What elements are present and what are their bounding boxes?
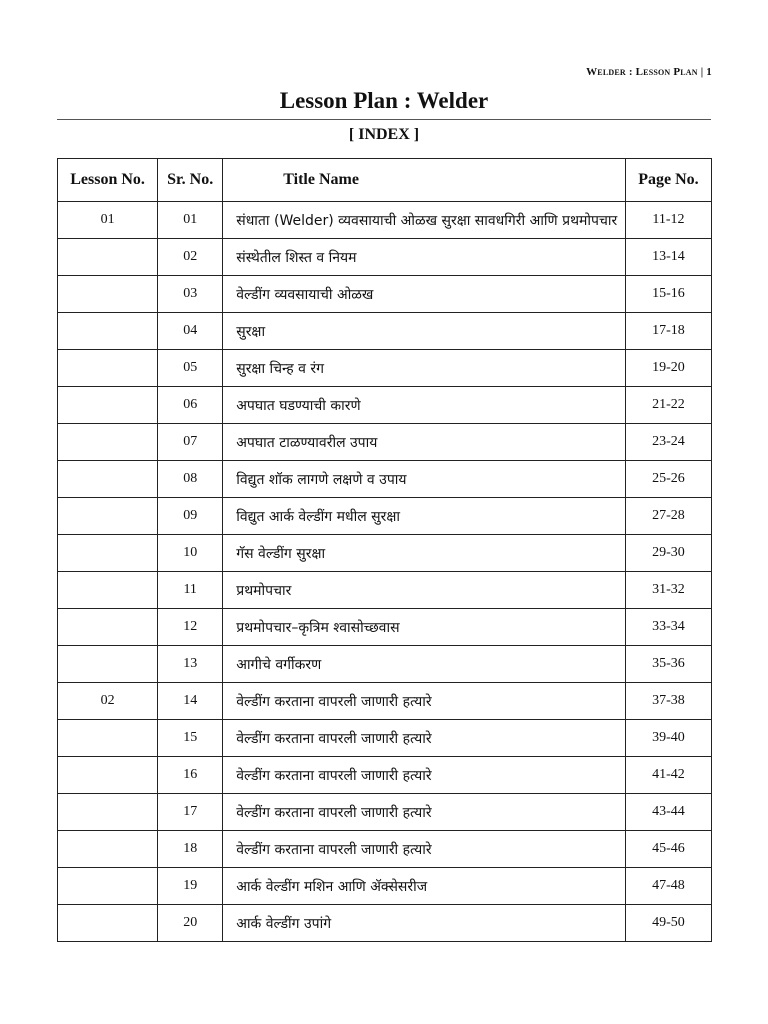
cell-title-name: सुरक्षा चिन्ह व रंग [223, 350, 626, 387]
cell-title-name: विद्युत आर्क वेल्डींग मधील सुरक्षा [223, 498, 626, 535]
cell-sr-no: 08 [158, 461, 223, 498]
cell-sr-no: 11 [158, 572, 223, 609]
table-row [58, 239, 712, 276]
cell-page-no: 17-18 [625, 313, 711, 350]
table-header-row [58, 159, 712, 202]
table-row [58, 868, 712, 905]
cell-title-name: सुरक्षा [223, 313, 626, 350]
cell-sr-no: 20 [158, 905, 223, 942]
table-row [58, 313, 712, 350]
cell-title-name: प्रथमोपचार–कृत्रिम श्वासोच्छवास [223, 609, 626, 646]
cell-lesson-no [58, 757, 158, 794]
cell-page-no: 37-38 [625, 683, 711, 720]
table-row [58, 202, 712, 239]
cell-sr-no: 12 [158, 609, 223, 646]
cell-lesson-no [58, 461, 158, 498]
column-header-lesson-no: Lesson No. [58, 159, 158, 202]
cell-sr-no: 09 [158, 498, 223, 535]
cell-sr-no: 15 [158, 720, 223, 757]
table-row [58, 905, 712, 942]
cell-title-name: प्रथमोपचार [223, 572, 626, 609]
table-row [58, 498, 712, 535]
index-label: [ INDEX ] [348, 126, 420, 143]
cell-sr-no: 10 [158, 535, 223, 572]
table-row [58, 461, 712, 498]
cell-page-no: 21-22 [625, 387, 711, 424]
cell-page-no: 27-28 [625, 498, 711, 535]
table-row [58, 276, 712, 313]
cell-page-no: 29-30 [625, 535, 711, 572]
table-row [58, 794, 712, 831]
cell-lesson-no [58, 424, 158, 461]
cell-sr-no: 17 [158, 794, 223, 831]
cell-page-no: 41-42 [625, 757, 711, 794]
cell-page-no: 15-16 [625, 276, 711, 313]
cell-title-name: संस्थेतील शिस्त व नियम [223, 239, 626, 276]
cell-page-no: 31-32 [625, 572, 711, 609]
cell-sr-no: 13 [158, 646, 223, 683]
cell-page-no: 19-20 [625, 350, 711, 387]
cell-sr-no: 07 [158, 424, 223, 461]
cell-lesson-no [58, 239, 158, 276]
cell-lesson-no [58, 276, 158, 313]
column-header-page-no: Page No. [625, 159, 711, 202]
column-header-title-name: Title Name [223, 159, 626, 202]
cell-title-name: वेल्डींग व्यवसायाची ओळख [223, 276, 626, 313]
cell-title-name: वेल्डींग करताना वापरली जाणारी हत्यारे [223, 683, 626, 720]
cell-page-no: 39-40 [625, 720, 711, 757]
cell-sr-no: 04 [158, 313, 223, 350]
cell-lesson-no [58, 387, 158, 424]
cell-lesson-no [58, 831, 158, 868]
cell-page-no: 23-24 [625, 424, 711, 461]
cell-sr-no: 19 [158, 868, 223, 905]
table-row [58, 350, 712, 387]
cell-title-name: वेल्डींग करताना वापरली जाणारी हत्यारे [223, 757, 626, 794]
cell-lesson-no [58, 646, 158, 683]
table-row [58, 535, 712, 572]
cell-title-name: विद्युत शॉक लागणे लक्षणे व उपाय [223, 461, 626, 498]
cell-title-name: आर्क वेल्डींग उपांगे [223, 905, 626, 942]
table-row [58, 831, 712, 868]
cell-sr-no: 18 [158, 831, 223, 868]
cell-title-name: संधाता (Welder) व्यवसायाची ओळख सुरक्षा सावधगिरी आणि प्रथमोपचार [223, 202, 626, 239]
cell-page-no: 11-12 [625, 202, 711, 239]
cell-sr-no: 05 [158, 350, 223, 387]
cell-page-no: 25-26 [625, 461, 711, 498]
table-row [58, 757, 712, 794]
cell-lesson-no [58, 350, 158, 387]
table-row [58, 387, 712, 424]
index-table [57, 158, 712, 942]
column-header-sr-no: Sr. No. [158, 159, 223, 202]
cell-title-name: गॅस वेल्डींग सुरक्षा [223, 535, 626, 572]
cell-page-no: 43-44 [625, 794, 711, 831]
cell-lesson-no [58, 720, 158, 757]
table-row [58, 646, 712, 683]
table-row [58, 683, 712, 720]
cell-sr-no: 01 [158, 202, 223, 239]
cell-title-name: वेल्डींग करताना वापरली जाणारी हत्यारे [223, 720, 626, 757]
table-row [58, 609, 712, 646]
cell-page-no: 35-36 [625, 646, 711, 683]
cell-sr-no: 14 [158, 683, 223, 720]
cell-lesson-no [58, 498, 158, 535]
cell-page-no: 45-46 [625, 831, 711, 868]
cell-title-name: आगीचे वर्गीकरण [223, 646, 626, 683]
cell-sr-no: 16 [158, 757, 223, 794]
cell-lesson-no [58, 868, 158, 905]
cell-lesson-no [58, 535, 158, 572]
table-row [58, 572, 712, 609]
cell-lesson-no: 02 [58, 683, 158, 720]
cell-page-no: 49-50 [625, 905, 711, 942]
page-title: Lesson Plan : Welder [279, 88, 489, 113]
cell-sr-no: 02 [158, 239, 223, 276]
running-header: Welder : Lesson Plan | 1 [586, 66, 712, 78]
cell-lesson-no: 01 [58, 202, 158, 239]
cell-title-name: वेल्डींग करताना वापरली जाणारी हत्यारे [223, 831, 626, 868]
cell-sr-no: 06 [158, 387, 223, 424]
cell-title-name: वेल्डींग करताना वापरली जाणारी हत्यारे [223, 794, 626, 831]
cell-page-no: 33-34 [625, 609, 711, 646]
table-row [58, 424, 712, 461]
cell-title-name: अपघात टाळण्यावरील उपाय [223, 424, 626, 461]
title-divider [57, 119, 711, 120]
cell-sr-no: 03 [158, 276, 223, 313]
cell-lesson-no [58, 609, 158, 646]
cell-title-name: आर्क वेल्डींग मशिन आणि ॲक्सेसरीज [223, 868, 626, 905]
table-row [58, 720, 712, 757]
cell-lesson-no [58, 905, 158, 942]
table-body [58, 202, 712, 942]
cell-title-name: अपघात घडण्याची कारणे [223, 387, 626, 424]
cell-page-no: 13-14 [625, 239, 711, 276]
cell-page-no: 47-48 [625, 868, 711, 905]
cell-lesson-no [58, 572, 158, 609]
cell-lesson-no [58, 313, 158, 350]
cell-lesson-no [58, 794, 158, 831]
